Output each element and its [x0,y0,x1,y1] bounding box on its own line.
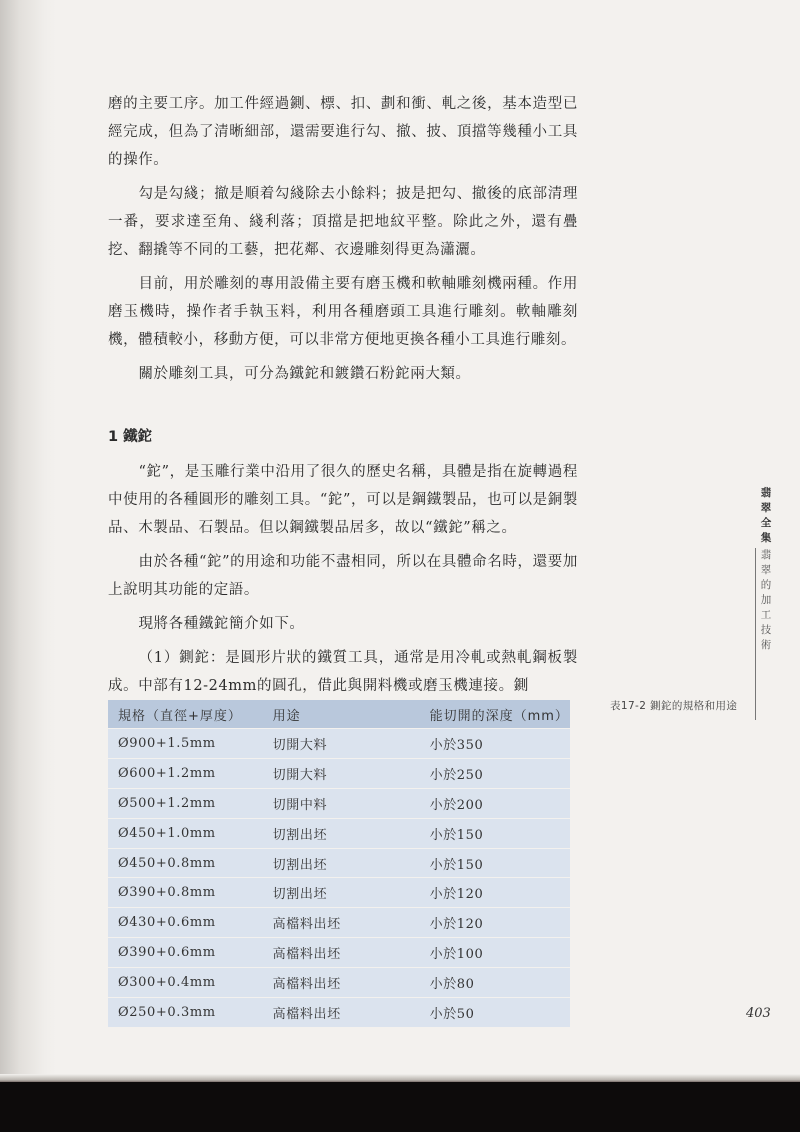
table-cell: Ø900+1.5mm [108,729,263,759]
table-cell: 小於150 [420,848,570,878]
paragraph: “鉈”，是玉雕行業中沿用了很久的歷史名稱，具體是指在旋轉過程中使用的各種圓形的雕刻工具。“鉈”，可以是鋼鐵製品，也可以是銅製品、木製品、石製品。但以鋼鐵製品居多，故以“鐵鉈”稱之。 [108,464,578,536]
table-row [108,908,570,938]
table-row [108,729,570,759]
table-cell: Ø300+0.4mm [108,968,263,998]
table-cell: 小於200 [420,788,570,818]
paragraph: （1）鍘鉈：是圓形片狀的鐵質工具，通常是用冷軋或熱軋鋼板製成。中部有12-24mm的圓孔，借此與開料機或磨玉機連接。鍘 [108,650,578,694]
column-header: 用途 [263,700,420,729]
side-divider [755,548,756,720]
table-cell: 小於120 [420,908,570,938]
paragraph: 目前，用於雕刻的專用設備主要有磨玉機和軟軸雕刻機兩種。作用磨玉機時，操作者手執玉料，利用各種磨頭工具進行雕刻。軟軸雕刻機，體積較小，移動方便，可以非常方便地更換各種小工具進行雕刻。 [108,276,578,348]
book-binding-shadow [0,0,56,1085]
table-row [108,788,570,818]
table-cell: 高檔料出坯 [263,908,420,938]
table-cell: Ø430+0.6mm [108,908,263,938]
table-cell: Ø250+0.3mm [108,998,263,1027]
table-cell: 小於250 [420,758,570,788]
page-number: 403 [746,1006,771,1021]
table-cell: Ø390+0.8mm [108,878,263,908]
table-cell: Ø390+0.6mm [108,938,263,968]
table-cell: 切開中料 [263,788,420,818]
column-header: 能切開的深度（mm） [420,700,570,729]
table-cell: 小於50 [420,998,570,1027]
table-cell: 小於80 [420,968,570,998]
table-cell: Ø600+1.2mm [108,758,263,788]
table-cell: 小於100 [420,938,570,968]
table-cell: Ø500+1.2mm [108,788,263,818]
table-row [108,938,570,968]
table-cell: 高檔料出坯 [263,938,420,968]
table-cell: 高檔料出坯 [263,968,420,998]
table-row [108,878,570,908]
spec-table [108,700,570,1027]
table-caption: 表17-2 鍘鉈的規格和用途 [610,700,738,712]
table-cell: 小於150 [420,818,570,848]
table-row [108,758,570,788]
book-title: 翡翠全集 [760,487,772,544]
paragraph: 由於各種“鉈”的用途和功能不盡相同，所以在具體命名時，還要加上說明其功能的定語。 [108,554,578,598]
table-cell: 小於120 [420,878,570,908]
table-row [108,998,570,1027]
table-cell: 切開大料 [263,758,420,788]
table-cell: 高檔料出坯 [263,998,420,1027]
side-running-header [758,486,774,653]
column-header: 規格（直徑+厚度） [108,700,263,729]
table-row [108,818,570,848]
table-cell: Ø450+0.8mm [108,848,263,878]
page-body [108,90,578,706]
table-header-row [108,700,570,729]
paragraph: 磨的主要工序。加工件經過鍘、標、扣、劃和衝、軋之後，基本造型已經完成，但為了清晰細部，還需要進行勾、撤、披、頂擋等幾種小工具的操作。 [108,96,578,168]
table-cell: 小於350 [420,729,570,759]
paragraph: 現將各種鐵鉈簡介如下。 [138,616,305,632]
table-cell: 切割出坯 [263,878,420,908]
paragraph: 關於雕刻工具，可分為鐵鉈和鍍鑽石粉鉈兩大類。 [138,366,471,382]
table-row [108,968,570,998]
chapter-title: 翡翠的加工技術 [760,549,772,651]
scan-bottom-border [0,1082,800,1132]
table-cell: 切割出坯 [263,818,420,848]
table-row [108,848,570,878]
section-heading: 1 鐵鉈 [108,429,153,445]
table-cell: Ø450+1.0mm [108,818,263,848]
table-cell: 切開大料 [263,729,420,759]
paragraph: 勾是勾綫；撤是順着勾綫除去小餘料；披是把勾、撤後的底部清理一番，要求達至角、綫利落；頂擋是把地紋平整。除此之外，還有疊挖、翻撬等不同的工藝，把花鄰、衣邊雕刻得更為瀟灑。 [108,186,578,258]
table-cell: 切割出坯 [263,848,420,878]
